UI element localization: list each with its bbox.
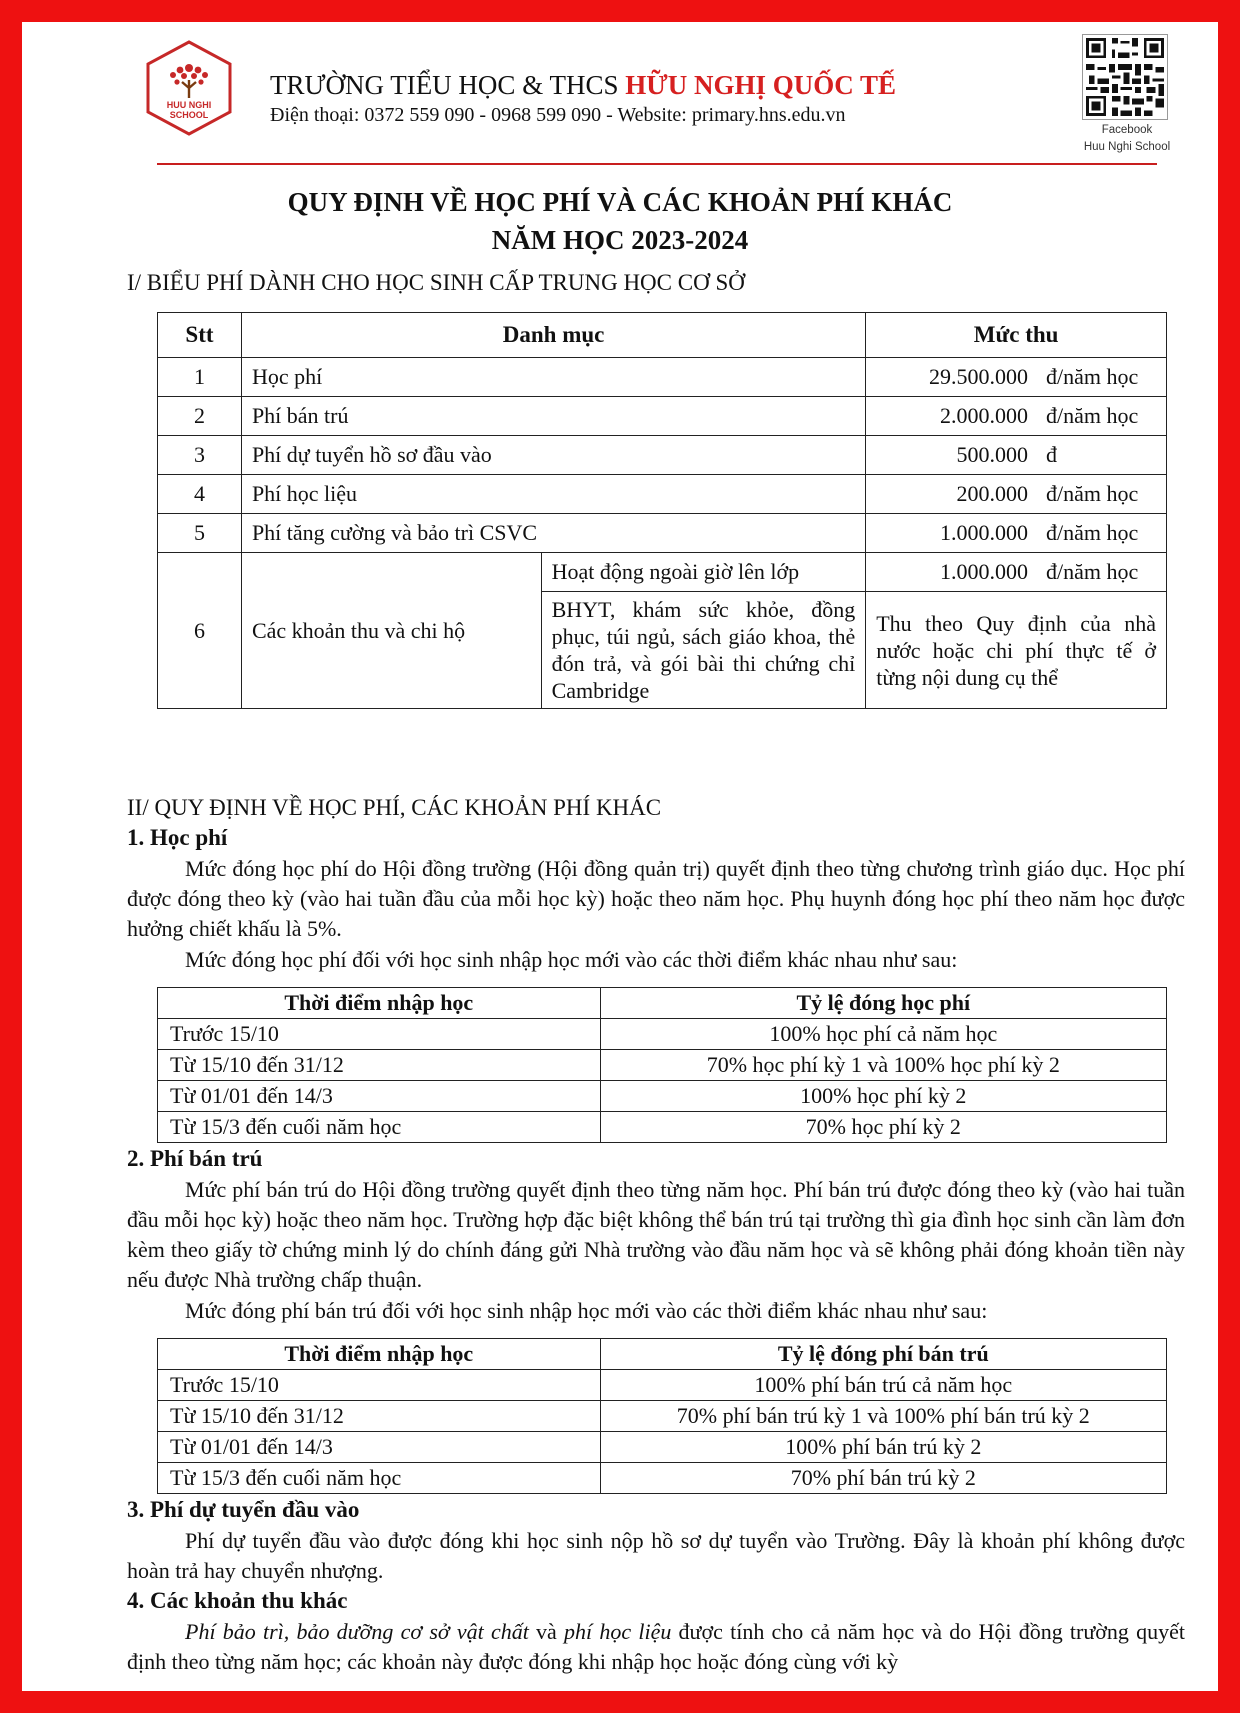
tuition-intro: Mức đóng học phí đối với học sinh nhập học mới vào các thời điểm khác nhau như sau:	[185, 947, 958, 972]
col-header-enroll-time: Thời điểm nhập học	[158, 1339, 601, 1370]
rate-cell: 70% phí bán trú kỳ 2	[600, 1463, 1166, 1494]
table-row	[158, 1081, 1167, 1112]
rate-cell: 70% học phí kỳ 1 và 100% học phí kỳ 2	[600, 1050, 1166, 1081]
qr-caption-line-2: Huu Nghi School	[1083, 141, 1171, 153]
table-row	[158, 1112, 1167, 1143]
contact-line: Điện thoại: 0372 559 090 - 0968 599 090 - Website: primary.hns.edu.vn	[270, 104, 846, 126]
row-amount-cell	[866, 436, 1167, 475]
row-amount-cell	[866, 475, 1167, 514]
row-amount-cell	[866, 514, 1167, 553]
tuition-paragraph-text: Mức đóng học phí do Hội đồng trường (Hội đồng quản trị) quyết định theo từng chương trình giáo dục. Học phí được đóng theo kỳ (vào hai tuần đầu của mỗi học kỳ) hoặc theo năm học. Phụ huynh đóng học phí theo năm học được hưởng chiết khấu là 5%.	[127, 856, 1185, 941]
enroll-time-cell: Từ 15/3 đến cuối năm học	[158, 1463, 601, 1494]
other-fees-rest: được tính cho cả năm học và do Hội đồng trường quyết định theo từng năm học; các khoản này được đóng khi nhập học hoặc đóng cùng với kỳ	[127, 1619, 1186, 1674]
row-amount: 2.000.000	[940, 403, 1028, 428]
boarding-schedule-table	[157, 1338, 1167, 1494]
other-fees-and: và	[528, 1619, 565, 1644]
fee-table	[157, 312, 1167, 709]
col-header-rate: Tỷ lệ đóng học phí	[600, 988, 1166, 1019]
col-header-rate: Tỷ lệ đóng phí bán trú	[600, 1339, 1166, 1370]
table-row	[158, 1370, 1167, 1401]
row-name: Học phí	[241, 358, 865, 397]
rate-cell: 100% học phí kỳ 2	[600, 1081, 1166, 1112]
table-row	[158, 436, 1167, 475]
tuition-schedule-table	[157, 987, 1167, 1143]
row-amount-cell	[866, 358, 1167, 397]
entrance-fee-heading: 3. Phí dự tuyển đầu vào	[127, 1497, 360, 1522]
qr-caption	[1062, 122, 1192, 156]
table-row	[158, 1432, 1167, 1463]
rate-cell: 100% học phí cả năm học	[600, 1019, 1166, 1050]
rate-cell: 100% phí bán trú cả năm học	[600, 1370, 1166, 1401]
sub-row-name: BHYT, khám sức khỏe, đồng phục, túi ngủ, sách giáo khoa, thẻ đón trả, và gói bài thi chứng chỉ Cambridge	[541, 592, 866, 709]
row-stt: 5	[158, 514, 242, 553]
col-header-enroll-time: Thời điểm nhập học	[158, 988, 601, 1019]
enroll-time-cell: Từ 01/01 đến 14/3	[158, 1432, 601, 1463]
row-amount: 200.000	[956, 481, 1028, 506]
row-amount-cell	[866, 553, 1167, 592]
row-name: Các khoản thu và chi hộ	[241, 553, 541, 709]
enroll-time-cell: Trước 15/10	[158, 1370, 601, 1401]
section-2-heading: II/ QUY ĐỊNH VỀ HỌC PHÍ, CÁC KHOẢN PHÍ KHÁC	[127, 795, 662, 820]
table-row	[158, 1401, 1167, 1432]
enroll-time-cell: Từ 15/3 đến cuối năm học	[158, 1112, 601, 1143]
row-unit: đ/năm học	[1046, 481, 1139, 506]
boarding-intro: Mức đóng phí bán trú đối với học sinh nhập học mới vào các thời điểm khác nhau như sau:	[185, 1298, 988, 1323]
row-unit: đ/năm học	[1046, 403, 1139, 428]
school-name-highlight: HỮU NGHỊ QUỐC TẾ	[625, 70, 896, 100]
school-logo	[144, 40, 234, 136]
enroll-time-cell: Trước 15/10	[158, 1019, 601, 1050]
entrance-fee-paragraph-text: Phí dự tuyển đầu vào được đóng khi học sinh nộp hồ sơ dự tuyển vào Trường. Đây là khoản phí không được hoàn trả hay chuyển nhượng.	[127, 1528, 1185, 1583]
table-row	[158, 514, 1167, 553]
entrance-fee-paragraph	[127, 1526, 1185, 1586]
row-stt: 3	[158, 436, 242, 475]
row-amount: 1.000.000	[940, 520, 1028, 545]
row-name: Phí học liệu	[241, 475, 865, 514]
other-fees-italic-1: Phí bảo trì, bảo dưỡng cơ sở vật chất	[185, 1619, 529, 1644]
col-header-category: Danh mục	[241, 313, 865, 358]
enroll-time-cell: Từ 01/01 đến 14/3	[158, 1081, 601, 1112]
row-amount: 29.500.000	[929, 364, 1028, 389]
row-name: Phí tăng cường và bảo trì CSVC	[241, 514, 865, 553]
enroll-time-cell: Từ 15/10 đến 31/12	[158, 1050, 601, 1081]
document-subtitle: NĂM HỌC 2023-2024	[491, 225, 749, 255]
rate-cell: 100% phí bán trú kỳ 2	[600, 1432, 1166, 1463]
table-row	[158, 358, 1167, 397]
table-header-row	[158, 988, 1167, 1019]
row-name: Phí dự tuyển hồ sơ đầu vào	[241, 436, 865, 475]
sub-row-note: Thu theo Quy định của nhà nước hoặc chi phí thực tế ở từng nội dung cụ thể	[866, 592, 1167, 709]
document-title: QUY ĐỊNH VỀ HỌC PHÍ VÀ CÁC KHOẢN PHÍ KHÁC	[287, 187, 953, 217]
boarding-paragraph-text: Mức phí bán trú do Hội đồng trường quyết định theo từng năm học. Phí bán trú được đóng theo kỳ (vào hai tuần đầu mỗi học kỳ) hoặc theo năm học. Trường hợp đặc biệt không thể bán trú tại trường thì gia đình học sinh cần làm đơn kèm theo giấy tờ chứng minh lý do chính đáng gửi Nhà trường vào đầu năm học và sẽ không phải đóng khoản tiền này nếu được Nhà trường chấp thuận.	[127, 1177, 1185, 1292]
qr-caption-line-1: Facebook	[1101, 124, 1153, 136]
other-fees-paragraph	[127, 1617, 1185, 1677]
row-unit: đ/năm học	[1046, 520, 1139, 545]
row-unit: đ	[1046, 442, 1057, 467]
school-name	[270, 70, 896, 101]
qr-code-icon	[1082, 34, 1168, 120]
table-header-row	[158, 1339, 1167, 1370]
sub-row-name: Hoạt động ngoài giờ lên lớp	[541, 553, 866, 592]
other-fees-heading: 4. Các khoản thu khác	[127, 1588, 348, 1613]
school-name-prefix: TRƯỜNG TIỂU HỌC & THCS	[270, 70, 626, 100]
col-header-amount: Mức thu	[866, 313, 1167, 358]
table-row	[158, 475, 1167, 514]
header-divider	[157, 163, 1157, 165]
row-stt: 1	[158, 358, 242, 397]
tuition-heading: 1. Học phí	[127, 825, 228, 850]
boarding-paragraph	[127, 1175, 1185, 1295]
other-fees-italic-2: phí học liệu	[564, 1619, 672, 1644]
row-amount: 500.000	[956, 442, 1028, 467]
letterhead	[22, 22, 1218, 172]
rate-cell: 70% học phí kỳ 2	[600, 1112, 1166, 1143]
boarding-heading: 2. Phí bán trú	[127, 1146, 263, 1171]
table-row	[158, 553, 1167, 592]
enroll-time-cell: Từ 15/10 đến 31/12	[158, 1401, 601, 1432]
row-amount: 1.000.000	[940, 559, 1028, 584]
table-row	[158, 1019, 1167, 1050]
row-name: Phí bán trú	[241, 397, 865, 436]
row-amount-cell	[866, 397, 1167, 436]
logo-text-1: HUU NGHI	[166, 100, 212, 110]
tuition-paragraph	[127, 854, 1185, 944]
logo-text-2: SCHOOL	[169, 110, 209, 120]
col-header-stt: Stt	[158, 313, 242, 358]
row-stt: 2	[158, 397, 242, 436]
section-1-heading: I/ BIỂU PHÍ DÀNH CHO HỌC SINH CẤP TRUNG HỌC CƠ SỞ	[127, 270, 745, 295]
table-row	[158, 1463, 1167, 1494]
row-stt: 6	[158, 553, 242, 709]
rate-cell: 70% phí bán trú kỳ 1 và 100% phí bán trú kỳ 2	[600, 1401, 1166, 1432]
fee-table-header	[158, 313, 1167, 358]
row-unit: đ/năm học	[1046, 364, 1139, 389]
table-row	[158, 1050, 1167, 1081]
row-unit: đ/năm học	[1046, 559, 1139, 584]
row-stt: 4	[158, 475, 242, 514]
table-row	[158, 397, 1167, 436]
